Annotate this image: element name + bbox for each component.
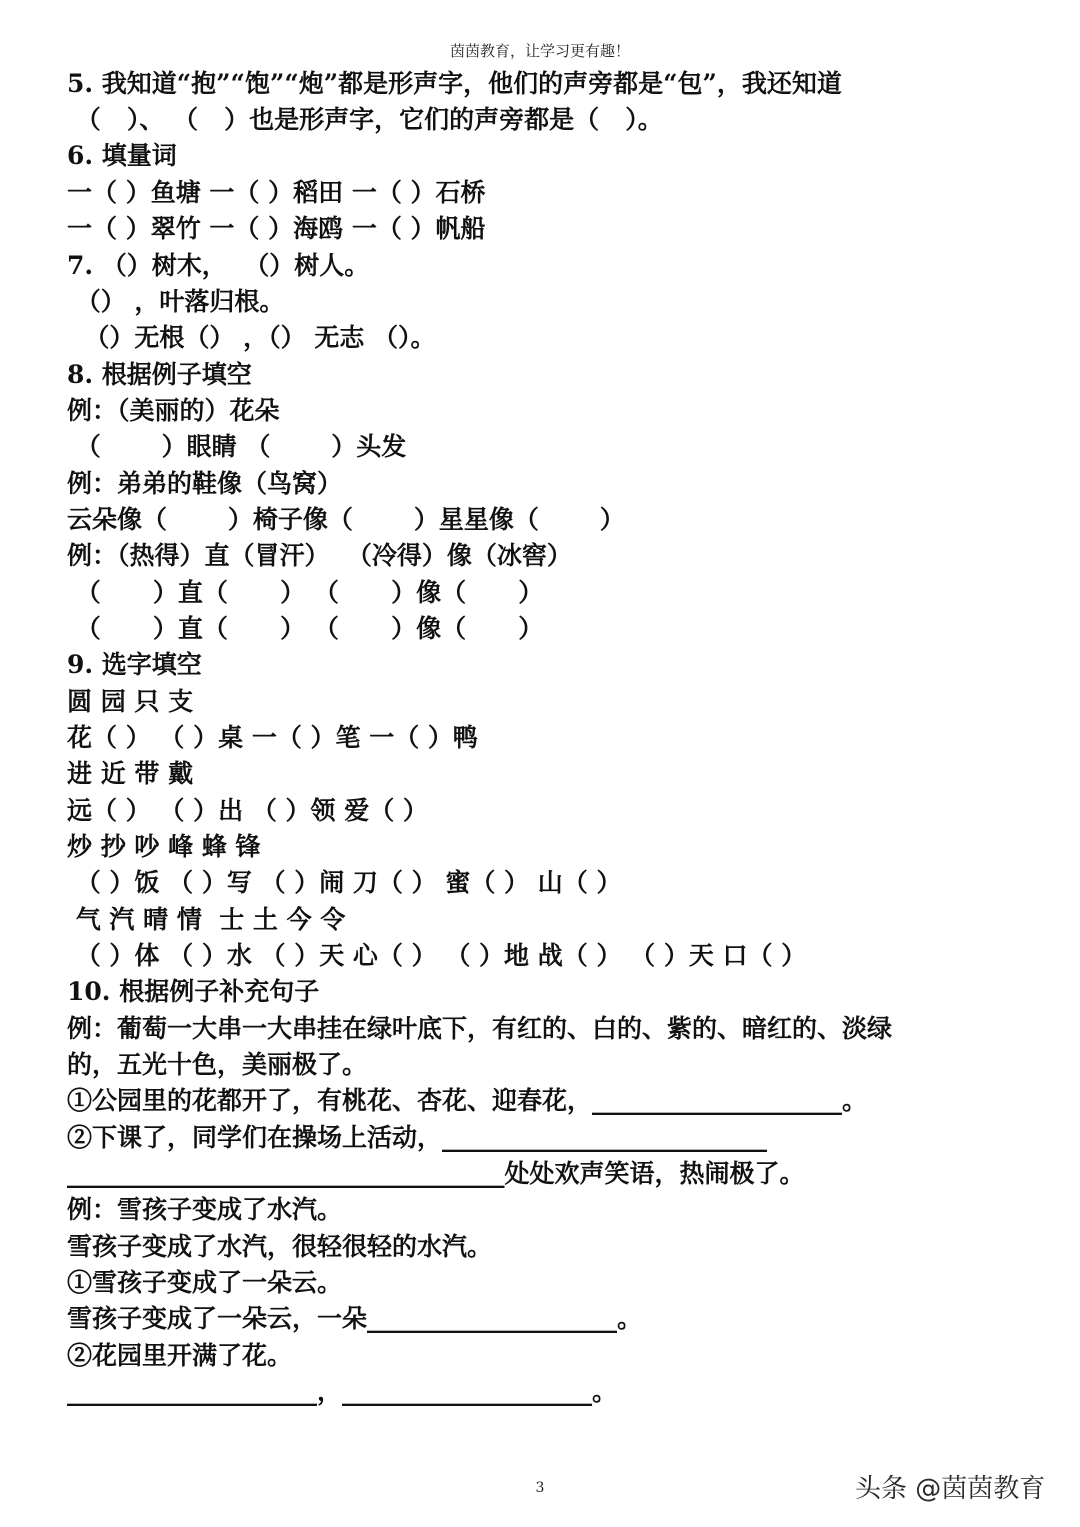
q6-line-1: 一（ ）鱼塘 一（ ）稻田 一（ ）石桥 [67, 178, 486, 207]
q9-line-1: 花（ ） （ ）桌 一（ ）笔 一（ ）鸭 [67, 723, 478, 752]
q8-example-2: 例：弟弟的鞋像（鸟窝） [67, 469, 343, 498]
q9-chars-1: 圆 园 只 支 [67, 687, 194, 716]
page-header: 茵茵教育，让学习更有趣！ [449, 42, 630, 60]
q8-line-3: （ ）直（ ） （ ）像（ ） [67, 578, 544, 607]
q6-heading: 6. 填量词 [67, 141, 177, 170]
q9-line-4: （ ）体 （ ）水 （ ）天 心（ ） （ ）地 战（ ） （ ）天 口（ ） [67, 941, 807, 970]
q8-line-2: 云朵像（ ）椅子像（ ）星星像（ ） [67, 505, 625, 534]
q10-item-4: ②花园里开满了花。 [67, 1341, 293, 1370]
q10-item-3: ①雪孩子变成了一朵云。 [67, 1268, 343, 1297]
q8-heading: 8. 根据例子填空 [67, 360, 252, 389]
q5-line-1: 5. 我知道“抱”“饱”“炮”都是形声字，他们的声旁都是“包”，我还知道 [67, 69, 842, 98]
q10-item-2b: ___________________________________处处欢声笑语，热闹极了。 [67, 1159, 805, 1188]
page-number: 3 [535, 1480, 545, 1496]
q7-line-2: （） ，叶落归根。 [67, 287, 285, 316]
q6-line-2: 一（ ）翠竹 一（ ）海鸥 一（ ）帆船 [67, 214, 486, 243]
q9-chars-3: 炒 抄 吵 峰 蜂 锋 [67, 832, 261, 861]
q8-line-1: （ ）眼睛 （ ）头发 [67, 432, 407, 461]
q9-line-3: （ ）饭 （ ）写 （ ）闹 刀（ ） 蜜（ ） 山（ ） [67, 868, 622, 897]
q10-heading: 10. 根据例子补充句子 [67, 977, 320, 1006]
q9-heading: 9. 选字填空 [67, 650, 202, 679]
q10-example-1b: 的，五光十色，美丽极了。 [67, 1050, 368, 1079]
q9-chars-4: 气 汽 晴 情 士 土 今 令 [67, 905, 346, 934]
q8-line-4: （ ）直（ ） （ ）像（ ） [67, 614, 544, 643]
q8-example-1: 例：（美丽的）花朵 [67, 396, 280, 425]
q8-example-3: 例：（热得）直（冒汗） （冷得）像（冰窖） [67, 541, 572, 570]
q10-item-3-answer: 雪孩子变成了一朵云，一朵____________________。 [67, 1304, 643, 1333]
q10-item-2a: ②下课了，同学们在操场上活动，__________________________ [67, 1123, 768, 1152]
q10-example-2a: 例：雪孩子变成了水汽。 [67, 1195, 343, 1224]
q9-line-2: 远（ ） （ ）出 （ ）领 爱（ ） [67, 796, 428, 825]
q10-item-1: ①公园里的花都开了，有桃花、杏花、迎春花，____________________。 [67, 1086, 868, 1115]
q7-line-3: （）无根（） ，（） 无志 （）。 [67, 323, 436, 352]
q10-example-2b: 雪孩子变成了水汽，很轻很轻的水汽。 [67, 1232, 493, 1261]
watermark: 头条 @茵茵教育 [855, 1474, 1046, 1504]
q7-line-1: 7. （）树木， （）树人。 [67, 251, 370, 280]
q10-example-1a: 例：葡萄一大串一大串挂在绿叶底下，有红的、白的、紫的、暗红的、淡绿 [67, 1014, 893, 1043]
q5-line-2: （ ）、 （ ）也是形声字，它们的声旁都是（ ）。 [67, 105, 663, 134]
q9-chars-2: 进 近 带 戴 [67, 759, 194, 788]
q10-item-4-answer: ____________________，____________________。 [67, 1377, 618, 1406]
